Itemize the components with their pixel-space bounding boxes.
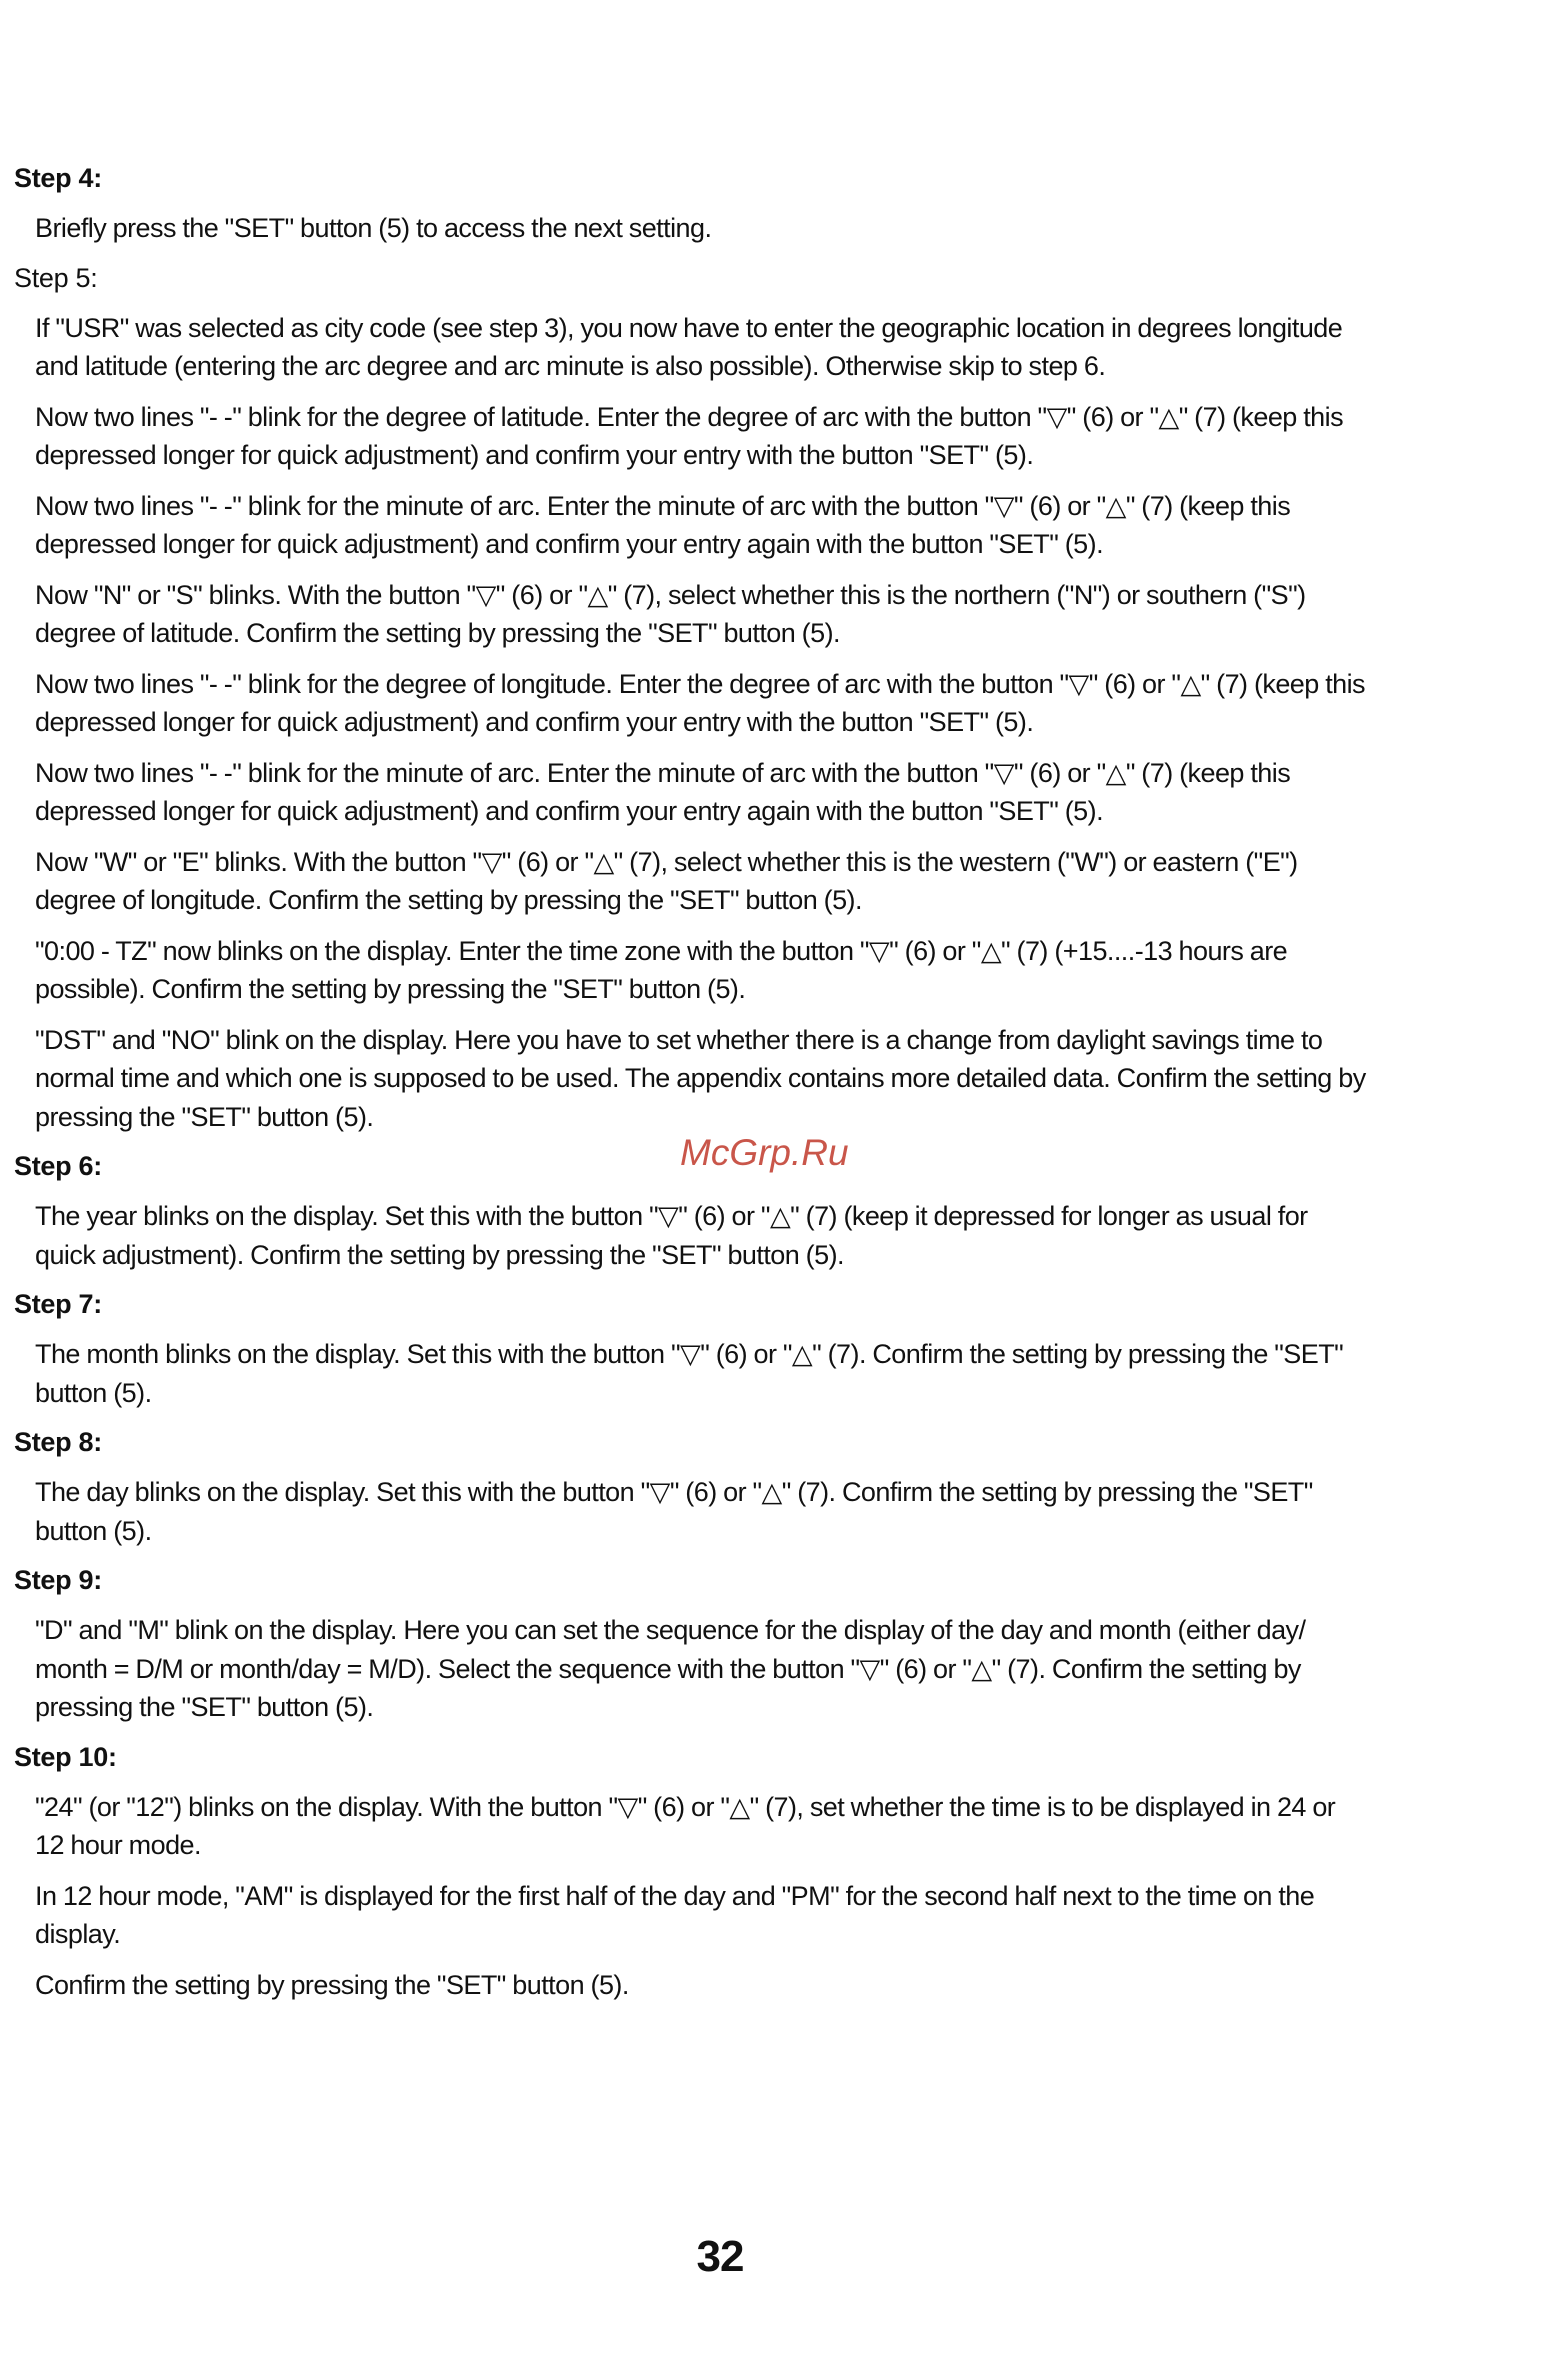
step-paragraph: "DST" and "NO" blink on the display. Here you have to set whether there is a change from daylight savings time to normal time and which one is supposed to be used. The appendix contains more detailed data. Confirm the setting by pressing the "SET" button (5).	[35, 1024, 1366, 1132]
step-paragraph: If "USR" was selected as city code (see step 3), you now have to enter the geographic location in degrees longitude and latitude (entering the arc degree and arc minute is also possible). Otherwise skip to step 6.	[35, 312, 1343, 381]
step-heading: Step 5:	[14, 262, 98, 293]
step-heading: Step 4:	[14, 163, 102, 193]
step-paragraph: Now "W" or "E" blinks. With the button "▽" (6) or "△" (7), select whether this is the western ("W") or eastern ("E") degree of longitude. Confirm the setting by pressing the "SET" button (5).	[35, 846, 1298, 915]
watermark: McGrp.Ru	[680, 1132, 849, 1173]
step-9	[14, 1562, 1369, 1727]
step-paragraph: In 12 hour mode, "AM" is displayed for the first half of the day and "PM" for the second half next to the time on the display.	[35, 1880, 1315, 1949]
step-paragraph: The day blinks on the display. Set this with the button "▽" (6) or "△" (7). Confirm the setting by pressing the "SET" button (5).	[35, 1477, 1313, 1546]
step-paragraph: Now "N" or "S" blinks. With the button "▽" (6) or "△" (7), select whether this is the northern ("N") or southern ("S") degree of latitude. Confirm the setting by pressing the "SET" button (5).	[35, 579, 1306, 648]
step-paragraph: Now two lines "- -" blink for the minute of arc. Enter the minute of arc with the button "▽" (6) or "△" (7) (keep this depressed longer for quick adjustment) and confirm your entry again with the button "SET" (5).	[35, 490, 1291, 559]
step-8	[14, 1424, 1369, 1550]
page-content	[14, 160, 1369, 2016]
step-paragraph: "D" and "M" blink on the display. Here you can set the sequence for the display of the day and month (either day/ month = D/M or month/day = M/D). Select the sequence with the button "▽" (6) or "△" (7). Confirm the setting by pressing the "SET" button (5).	[35, 1615, 1306, 1722]
step-heading: Step 8:	[14, 1427, 102, 1457]
page-number: 32	[696, 2232, 744, 2281]
step-4	[14, 160, 1369, 248]
step-paragraph: "0:00 - TZ" now blinks on the display. Enter the time zone with the button "▽" (6) or "△" (7) (+15....-13 hours are possible). Confirm the setting by pressing the "SET" button (5).	[35, 935, 1288, 1004]
step-5	[14, 260, 1369, 1137]
step-heading: Step 9:	[14, 1565, 102, 1595]
step-heading: Step 6:	[14, 1151, 102, 1181]
step-paragraph: The month blinks on the display. Set this with the button "▽" (6) or "△" (7). Confirm the setting by pressing the "SET" button (5).	[35, 1339, 1344, 1408]
step-heading: Step 10:	[14, 1741, 117, 1772]
step-paragraph: The year blinks on the display. Set this with the button "▽" (6) or "△" (7) (keep it depressed for longer as usual for quick adjustment). Confirm the setting by pressing the "SET" button (5).	[35, 1201, 1308, 1270]
step-paragraph: Confirm the setting by pressing the "SET" button (5).	[35, 1969, 629, 2000]
step-paragraph: "24" (or "12") blinks on the display. With the button "▽" (6) or "△" (7), set whether the time is to be displayed in 24 or 12 hour mode.	[35, 1791, 1336, 1860]
step-paragraph: Briefly press the "SET" button (5) to access the next setting.	[35, 213, 712, 243]
step-paragraph: Now two lines "- -" blink for the minute of arc. Enter the minute of arc with the button "▽" (6) or "△" (7) (keep this depressed longer for quick adjustment) and confirm your entry again with the button "SET" (5).	[35, 757, 1291, 826]
step-10	[14, 1739, 1369, 2005]
step-7	[14, 1286, 1369, 1412]
step-paragraph: Now two lines "- -" blink for the degree of latitude. Enter the degree of arc with the button "▽" (6) or "△" (7) (keep this depressed longer for quick adjustment) and confirm your entry with the button "SET" (5).	[35, 401, 1344, 470]
step-paragraph: Now two lines "- -" blink for the degree of longitude. Enter the degree of arc with the button "▽" (6) or "△" (7) (keep this depressed longer for quick adjustment) and confirm your entry with the button "SET" (5).	[35, 668, 1366, 737]
step-heading: Step 7:	[14, 1289, 102, 1319]
